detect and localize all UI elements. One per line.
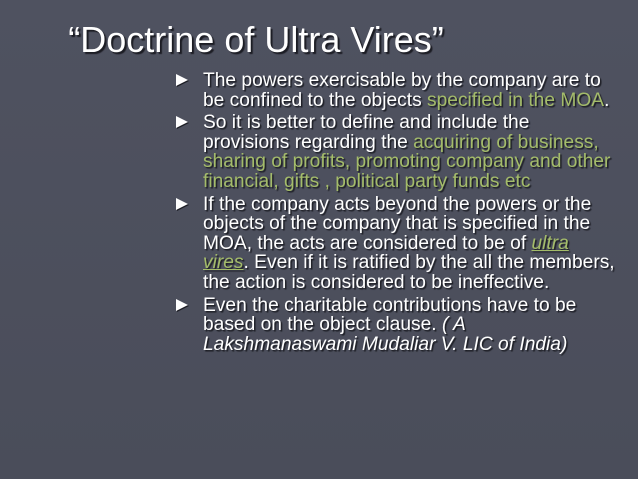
bullet-2-text: So it is better to define and include the provisions regarding the <box>203 112 530 153</box>
slide-title-text: “Doctrine of Ultra Vires” <box>68 19 444 60</box>
bullet-3-ultra-vires: ultra vires <box>203 232 569 274</box>
bullet-item-4 <box>176 296 616 355</box>
bullet-item-2 <box>176 113 616 191</box>
bullet-arrow-icon <box>176 299 188 311</box>
bullet-arrow-icon <box>176 198 188 210</box>
bullet-arrow-icon <box>176 74 188 86</box>
bullet-2-highlight: acquiring of business, sharing of profits, promoting company and other financial, gifts , political party funds etc <box>203 131 611 192</box>
bullet-1-text: The powers exercisable by the company are to be confined to the objects <box>203 70 601 111</box>
bullet-1-highlight: specified in the MOA <box>427 89 605 111</box>
bullet-1-end: . <box>604 89 610 111</box>
bullet-list <box>176 71 616 357</box>
bullet-3-text: If the company acts beyond the powers or the objects of the company that is specified in the MOA, the acts are considered to be of <box>203 193 592 254</box>
bullet-4-citation: ( A Lakshmanaswami Mudaliar V. LIC of India) <box>203 314 568 355</box>
bullet-3-end: . Even if it is ratified by the all the members, the action is considered to be ineffective. <box>203 252 615 293</box>
bullet-4-text: Even the charitable contributions have to be based on the object clause. <box>203 294 577 336</box>
bullet-arrow-icon <box>176 116 188 128</box>
slide-title <box>0 18 638 62</box>
bullet-item-1 <box>176 71 616 110</box>
bullet-item-3 <box>176 195 616 293</box>
